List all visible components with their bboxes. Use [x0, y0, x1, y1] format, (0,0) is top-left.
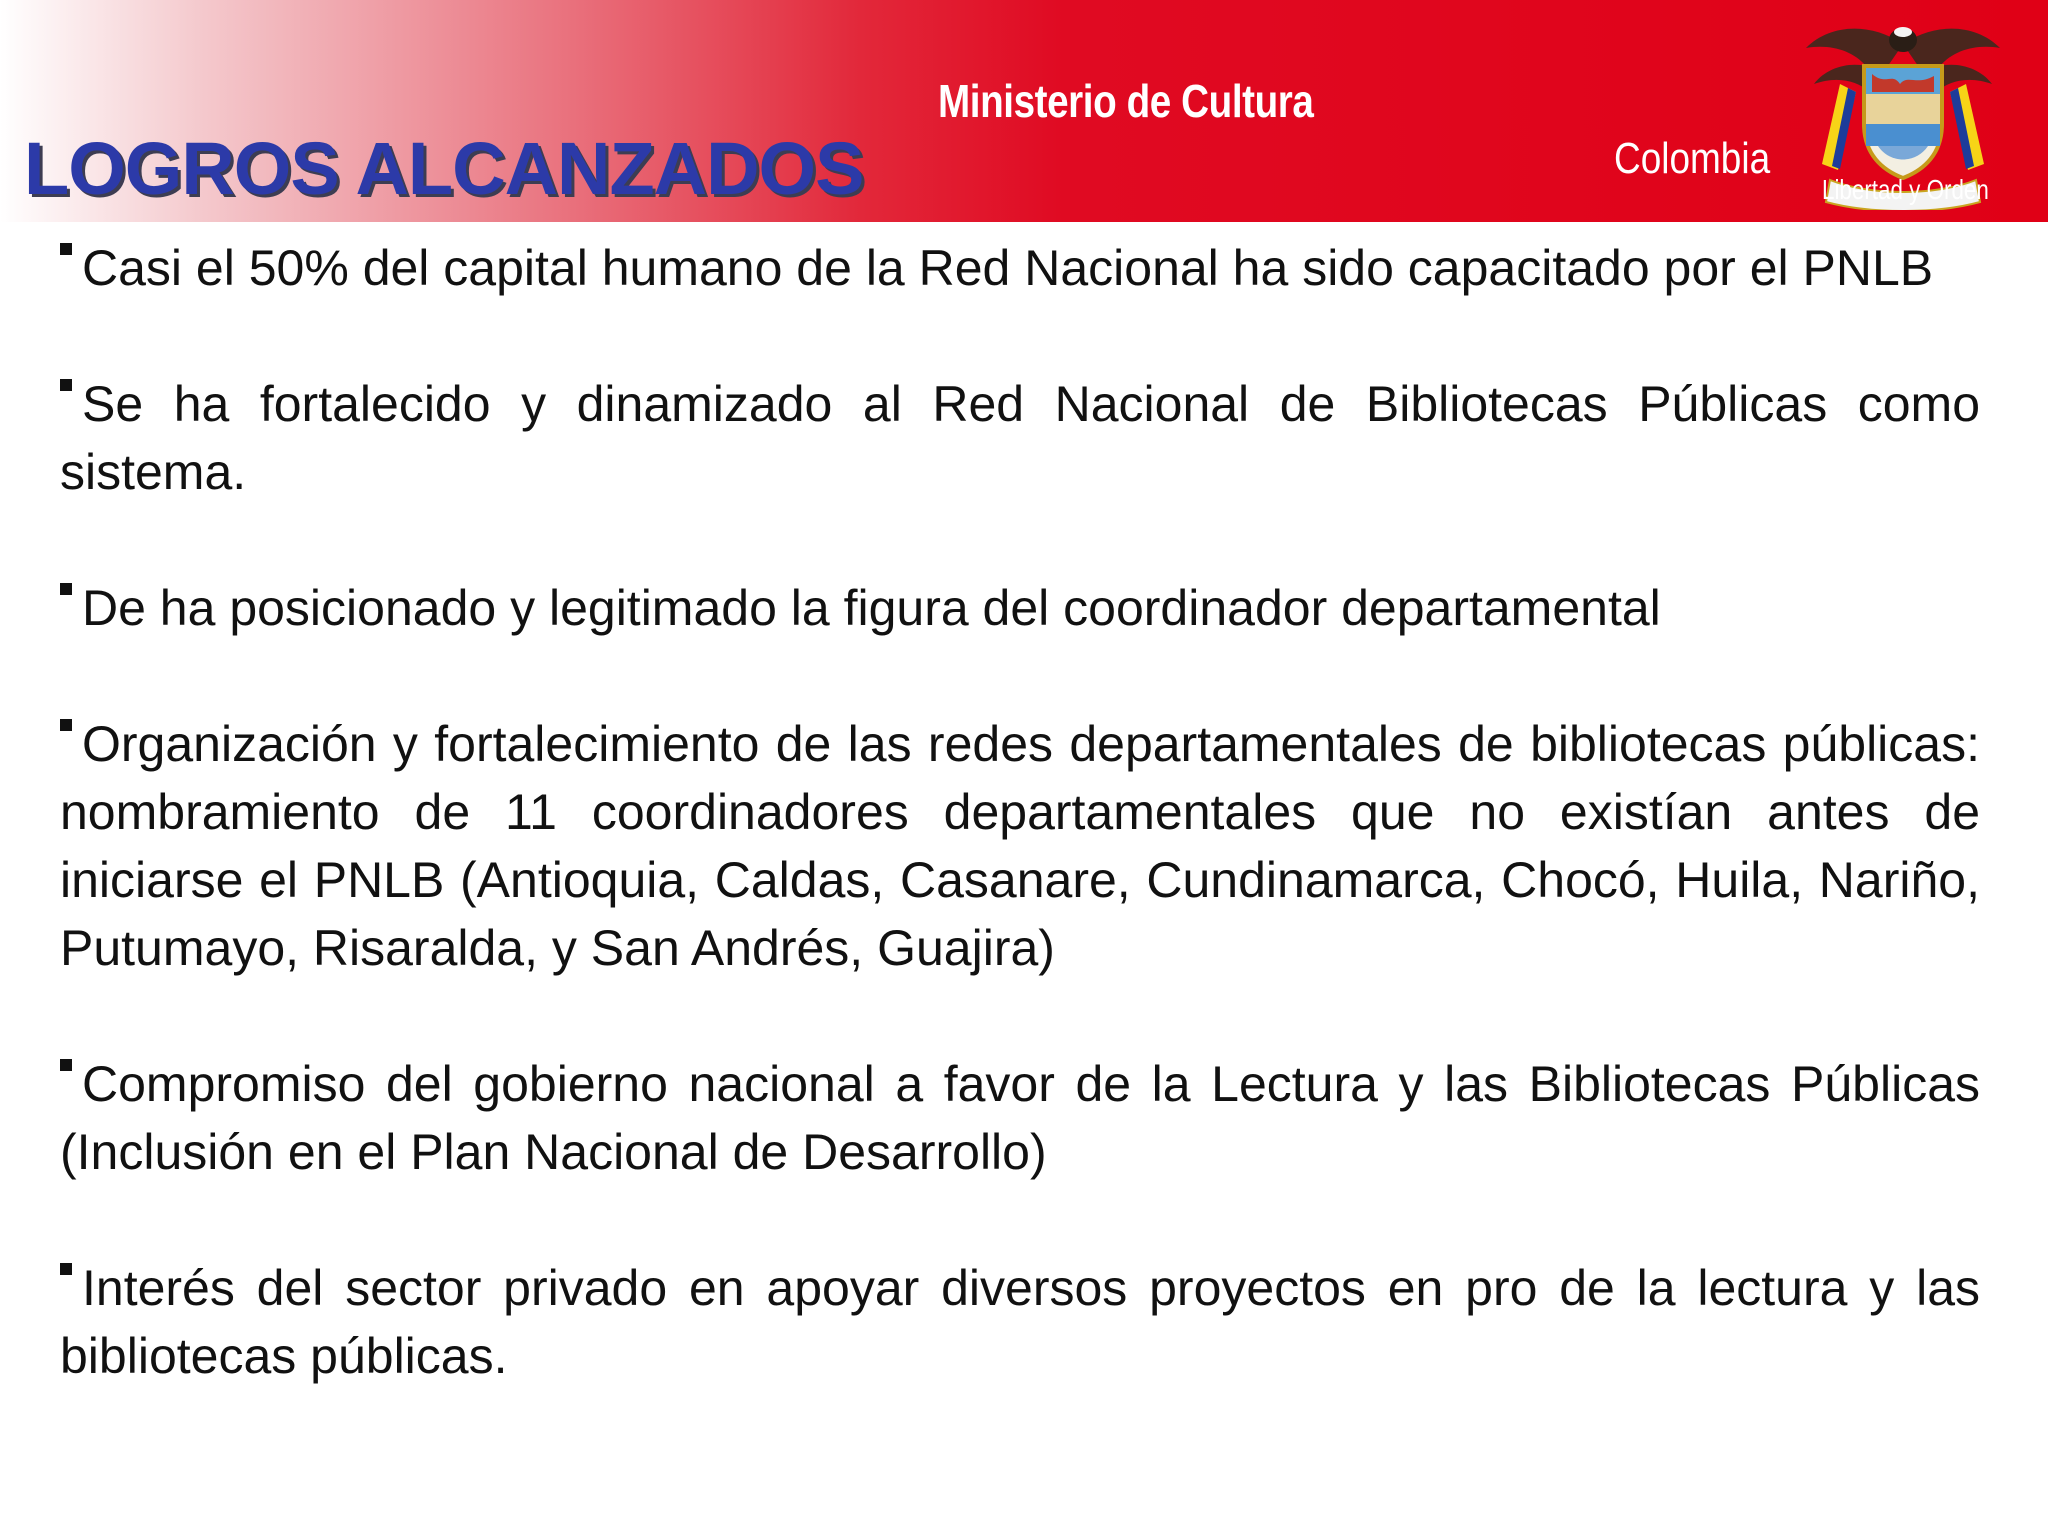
bullet-square-icon: [60, 719, 72, 731]
country-name: Colombia: [1614, 134, 1771, 183]
bullet-text: De ha posicionado y legitimado la figura del coordinador departamental: [82, 580, 1661, 636]
list-item: [60, 234, 1980, 302]
list-item: [60, 574, 1980, 642]
bullet-text: Casi el 50% del capital humano de la Red Nacional ha sido capacitado por el PNLB: [82, 240, 1934, 296]
bullet-text: Organización y fortalecimiento de las redes departamentales de bibliotecas públicas: nombramiento de 11 coordinadores departamentales que no existían antes de iniciarse el PNLB (Antioquia, Caldas, Casanare, Cundinamarca, Chocó, Huila, Nariño, Putumayo, Risaralda, y San Andrés, Guajira): [60, 716, 1980, 976]
bullet-list: [60, 234, 1980, 1390]
page-title: LOGROS ALCANZADOS: [24, 127, 864, 210]
bullet-square-icon: [60, 1059, 72, 1071]
list-item: [60, 1050, 1980, 1186]
bullet-square-icon: [60, 583, 72, 595]
bullet-square-icon: [60, 1263, 72, 1275]
bullet-square-icon: [60, 243, 72, 255]
bullet-square-icon: [60, 379, 72, 391]
bullet-text: Interés del sector privado en apoyar diversos proyectos en pro de la lectura y las bibliotecas públicas.: [60, 1260, 1980, 1384]
list-item: [60, 710, 1980, 982]
bullet-text: Se ha fortalecido y dinamizado al Red Nacional de Bibliotecas Públicas como sistema.: [60, 376, 1980, 500]
bullet-text: Compromiso del gobierno nacional a favor de la Lectura y las Bibliotecas Públicas (Inclusión en el Plan Nacional de Desarrollo): [60, 1056, 1980, 1180]
motto-ribbon-text: Libertad y Orden: [1822, 174, 1989, 205]
list-item: [60, 370, 1980, 506]
ministry-name: Ministerio de Cultura: [938, 75, 1314, 127]
list-item: [60, 1254, 1980, 1390]
